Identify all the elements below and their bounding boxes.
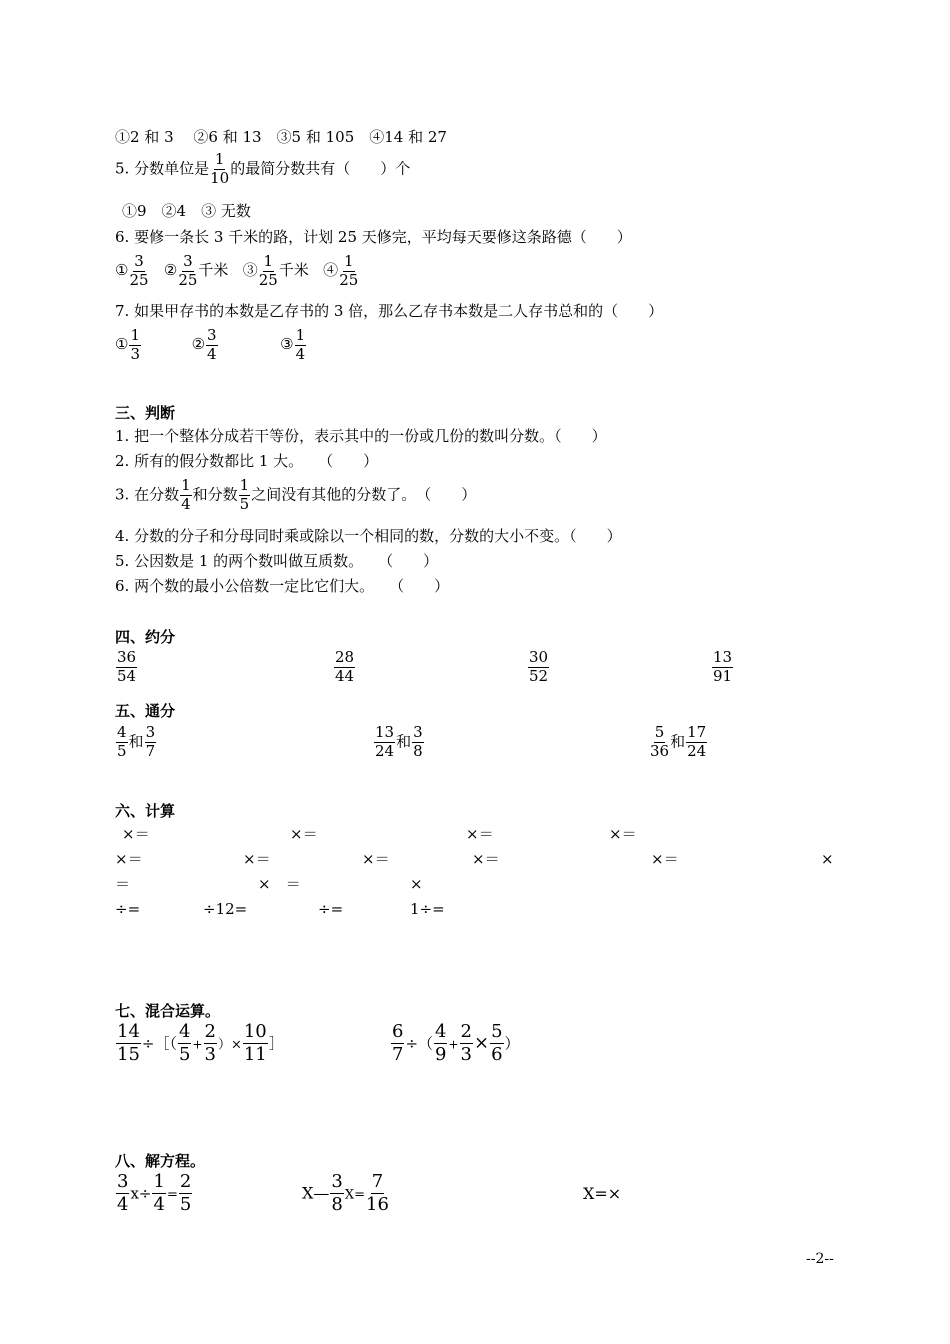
question-7: 7. 如果甲存书的本数是乙存书的 3 倍，那么乙存书本数是二人存书总和的（ ） bbox=[115, 302, 664, 320]
calc-item: ×＝ bbox=[466, 825, 494, 843]
judge-4: 4. 分数的分子和分母同时乘或除以一个相同的数，分数的大小不变。（ ） bbox=[115, 527, 622, 545]
calc-item: ÷= bbox=[318, 900, 344, 918]
calc-item: ×＝ bbox=[651, 850, 679, 868]
judge-5: 5. 公因数是 1 的两个数叫做互质数。 （ ） bbox=[115, 552, 439, 570]
common-denominator-item: $\frac{4}{5}$ 和 $\frac{3}{7}$ bbox=[117, 723, 156, 760]
calc-item: ×＝ bbox=[609, 825, 637, 843]
q6-option: ③ $\frac{1}{25}$ 千米 bbox=[242, 252, 309, 289]
q5-options: ①9 ②4 ③ 无数 bbox=[122, 202, 251, 220]
q7-option: ③ $\frac{1}{4}$ bbox=[280, 326, 306, 363]
reduce-item: $\frac{30}{52}$ bbox=[529, 648, 549, 685]
q5-suffix: 的最简分数共有（ ）个 bbox=[230, 159, 411, 178]
calc-item: ×＝ bbox=[290, 825, 318, 843]
calc-item: ÷12= bbox=[203, 900, 248, 918]
q5-prefix: 5. 分数单位是 bbox=[115, 159, 210, 178]
q7-option: ② $\frac{3}{4}$ bbox=[191, 326, 217, 363]
section-3-title: 三、判断 bbox=[115, 404, 176, 422]
calc-item: ×＝ bbox=[243, 850, 271, 868]
q6-option: ④ $\frac{1}{25}$ bbox=[323, 252, 359, 289]
equation-2: X— $\frac{3}{8}$ X= $\frac{7}{16}$ bbox=[302, 1171, 389, 1215]
mixed-expression-2: $\frac{6}{7}$ ÷（ $\frac{4}{9}$ + $\frac{2}{3}$ × $\frac{5}{6}$ ） bbox=[392, 1021, 520, 1065]
calc-item: 1÷= bbox=[410, 900, 445, 918]
calc-item: ×＝ bbox=[115, 850, 143, 868]
q4-options: ①2 和 3 ②6 和 13 ③5 和 105 ④14 和 27 bbox=[115, 128, 447, 146]
fraction: $\frac{1}{10}$ bbox=[210, 150, 230, 187]
reduce-item: $\frac{28}{44}$ bbox=[335, 648, 355, 685]
equation-1: $\frac{3}{4}$ x÷ $\frac{1}{4}$ = $\frac{2}{5}$ bbox=[117, 1171, 192, 1215]
calc-item: ＝ bbox=[115, 875, 131, 893]
common-denominator-item: $\frac{5}{36}$ 和 $\frac{17}{24}$ bbox=[650, 723, 707, 760]
judge-1: 1. 把一个整体分成若干等份，表示其中的一份或几份的数叫分数。（ ） bbox=[115, 427, 607, 445]
section-7-title: 七、混合运算。 bbox=[115, 1002, 221, 1020]
reduce-item: $\frac{36}{54}$ bbox=[117, 648, 137, 685]
equation-3: X=× bbox=[583, 1184, 622, 1203]
page-number: --2-- bbox=[806, 1251, 834, 1267]
calc-item: × bbox=[410, 875, 423, 893]
reduce-item: $\frac{13}{91}$ bbox=[713, 648, 733, 685]
section-6-title: 六、计算 bbox=[115, 802, 176, 820]
calc-item: × ＝ bbox=[258, 875, 301, 893]
question-5 bbox=[115, 152, 410, 187]
q6-option: ② $\frac{3}{25}$ 千米 bbox=[163, 252, 229, 289]
section-8-title: 八、解方程。 bbox=[115, 1152, 206, 1170]
section-4-title: 四、约分 bbox=[115, 628, 176, 646]
q6-options bbox=[115, 254, 359, 289]
mixed-expression-1: $\frac{14}{15}$ ÷［（ $\frac{4}{5}$ + $\frac{2}{3}$ ）× $\frac{10}{11}$ ］ bbox=[117, 1021, 284, 1065]
common-denominator-item: $\frac{13}{24}$ 和 $\frac{3}{8}$ bbox=[375, 723, 423, 760]
calc-item: ×＝ bbox=[472, 850, 500, 868]
judge-6: 6. 两个数的最小公倍数一定比它们大。 （ ） bbox=[115, 577, 450, 595]
calc-item: ×＝ bbox=[362, 850, 390, 868]
question-6: 6. 要修一条长 3 千米的路，计划 25 天修完，平均每天要修这条路德（ ） bbox=[115, 228, 632, 246]
section-5-title: 五、通分 bbox=[115, 702, 176, 720]
calc-item: × bbox=[821, 850, 834, 868]
calc-item: ×＝ bbox=[122, 825, 150, 843]
judge-3: 3. 在分数 $\frac{1}{4}$ 和分数 $\frac{1}{5}$ 之间没有其他的分数了。 （ ） bbox=[115, 476, 477, 513]
judge-2: 2. 所有的假分数都比 1 大。 （ ） bbox=[115, 452, 379, 470]
q7-options bbox=[115, 328, 307, 363]
q7-option: ① $\frac{1}{3}$ bbox=[115, 326, 140, 363]
calc-item: ÷= bbox=[115, 900, 141, 918]
q6-option: ① $\frac{3}{25}$ bbox=[115, 252, 149, 289]
